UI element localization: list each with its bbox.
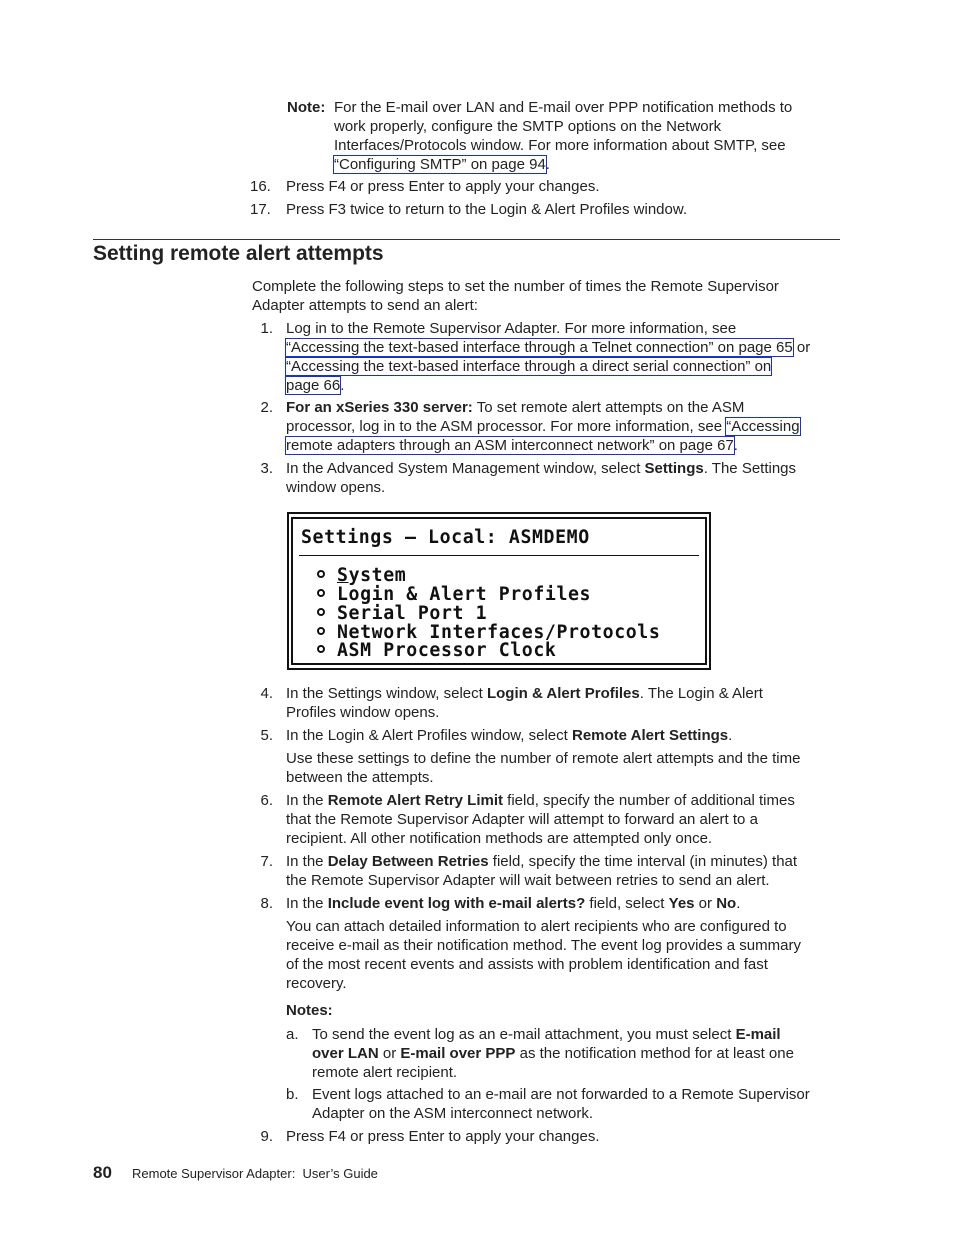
settings-terminal (287, 512, 711, 670)
terminal-item-asm-clock[interactable]: ASM Processor Clock (317, 641, 556, 660)
bullet-icon (317, 645, 325, 653)
bullet-icon (317, 608, 325, 616)
footer-title: Remote Supervisor Adapter: User’s Guide (132, 1166, 378, 1181)
terminal-item-system[interactable]: System (317, 566, 406, 585)
bullet-icon (317, 627, 325, 635)
bullet-icon (317, 570, 325, 578)
terminal-item-network[interactable]: Network Interfaces/Protocols (317, 623, 660, 642)
note-text: For the E-mail over LAN and E-mail over PPP notification methods to work properly, configure the SMTP options on the Network Interfaces/Protocols window. For more information about SMTP, see “Configuring SMTP” on page 94. (334, 99, 793, 173)
serial-connection-link[interactable]: “Accessing the text-based interface through a direct serial connection” on (286, 358, 772, 375)
note-label: Note: (287, 99, 326, 116)
page-number: 80 (93, 1163, 112, 1182)
serial-connection-link-cont[interactable]: page 66 (286, 377, 341, 394)
section-title: Setting remote alert attempts (93, 242, 384, 265)
section-rule (93, 239, 840, 240)
configuring-smtp-link[interactable]: “Configuring SMTP” on page 94 (334, 156, 546, 173)
terminal-item-serial-port[interactable]: Serial Port 1 (317, 604, 487, 623)
section-intro: Complete the following steps to set the number of times the Remote Supervisor Adapter attempts to send an alert: (252, 278, 779, 314)
terminal-item-login-alert[interactable]: Login & Alert Profiles (317, 585, 591, 604)
terminal-title: Settings – Local: ASMDEMO (301, 527, 590, 548)
telnet-connection-link[interactable]: “Accessing the text-based interface through a Telnet connection” on page 65 (286, 339, 793, 356)
terminal-divider (299, 555, 699, 556)
asm-interconnect-link-cont[interactable]: remote adapters through an ASM interconnect network” on page 67 (286, 437, 734, 454)
asm-interconnect-link[interactable]: “Accessing (726, 418, 800, 435)
bullet-icon (317, 589, 325, 597)
notes-label: Notes: (286, 1002, 333, 1019)
